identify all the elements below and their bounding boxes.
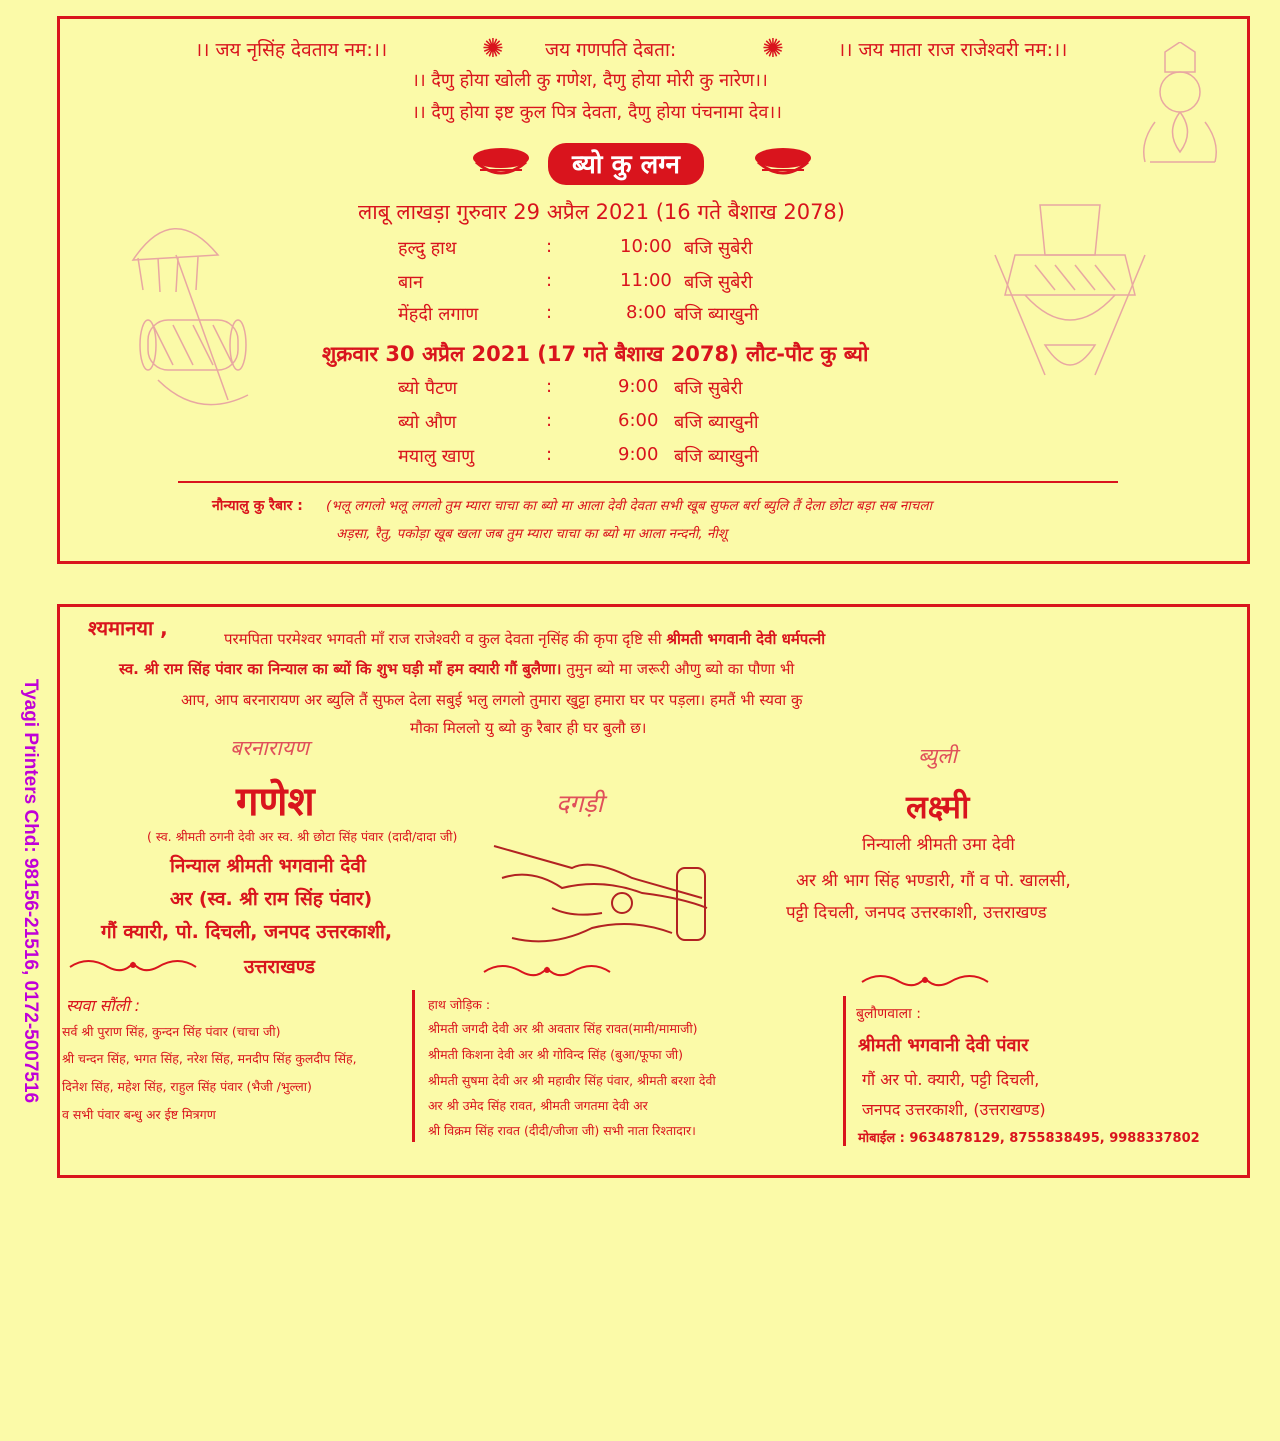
joined-hands-icon xyxy=(492,838,722,956)
kids-message-line-2: अड़सा, रैतु, पकोड़ा खूब खला जब तुम म्यारा चाचा का ब्यो मा आला नन्दनी, नीशू xyxy=(336,526,728,542)
groom-line-2: अर (स्व. श्री राम सिंह पंवार) xyxy=(170,888,373,910)
umbrella-dhol-sketch xyxy=(118,200,268,430)
bride-line-2: अर श्री भाग सिंह भण्डारी, गौं व पो. खालसी, xyxy=(796,871,1071,891)
groom-line-1: निन्याल श्रीमती भगवानी देवी xyxy=(170,855,366,877)
kids-message-line-1: (भलू लगलो भलू लगलो तुम म्यारा चाचा का ब्यो मा आला देवी देवता सभी खूब सुफल बर्रा ब्युलि तैं देला छोटा बड़ा सब नाचला xyxy=(326,498,932,514)
welcomers-label: स्यवा सौंली : xyxy=(66,996,141,1015)
day1-heading: लाबू लाखड़ा गुरुवार 29 अप्रैल 2021 (16 गते बैशाख 2078) xyxy=(358,200,845,224)
inviter-label: बुलौणवाला : xyxy=(856,1006,921,1022)
letter-line-2: स्व. श्री राम सिंह पंवार का निन्याल का ब्यों कि शुभ घड़ी माँ हम क्यारी गौं बुलैणा। तुमुन ब्यो मा जरूरी औणु ब्यो का पौणा भी xyxy=(119,660,795,678)
ganesh-icon: ✺ xyxy=(482,34,504,64)
invocation-narsingh: ।। जय नृसिंह देवताय नम:।। xyxy=(195,39,388,61)
bride-line-3: पट्टी दिचली, जनपद उत्तरकाशी, उत्तराखण्ड xyxy=(786,903,1047,923)
welcomers-line-4: व सभी पंवार बन्धु अर ईष्ट मित्रगण xyxy=(62,1107,216,1122)
letter-line-3: आप, आप बरनारायण अर ब्युलि तैं सुफल देला सबुई भलु लगलो तुमारा खुट्टा हमारा घर पर पड़ला। हमतैं भी स्यवा कु xyxy=(181,691,803,709)
inviter-name: श्रीमती भगवानी देवी पंवार xyxy=(858,1035,1029,1056)
swirl-ornament-icon xyxy=(860,970,990,992)
helpers-line-5: श्री विक्रम सिंह रावत (दीदी/जीजा जी) सभी नाता रिश्तादार। xyxy=(428,1123,696,1138)
groom-name: गणेश xyxy=(236,779,315,825)
helpers-line-1: श्रीमती जगदी देवी अर श्री अवतार सिंह रावत(मामी/मामाजी) xyxy=(428,1021,698,1036)
welcomers-line-1: सर्व श्री पुराण सिंह, कुन्दन सिंह पंवार (चाचा जी) xyxy=(62,1024,281,1039)
bride-name: लक्ष्मी xyxy=(906,788,970,826)
swirl-ornament-icon xyxy=(68,955,198,977)
day2-heading: शुक्रवार 30 अप्रैल 2021 (17 गते बैशाख 2078) लौट-पौट कु ब्यो xyxy=(322,342,869,366)
bride-label: ब्युली xyxy=(918,744,957,768)
groom-line-4: उत्तराखण्ड xyxy=(244,956,315,978)
helpers-line-4: अर श्री उमेद सिंह रावत, श्रीमती जगतमा देवी अर xyxy=(428,1098,648,1113)
helpers-line-2: श्रीमती किशना देवी अर श्री गोविन्द सिंह (बुआ/फूफा जी) xyxy=(428,1047,683,1062)
inviter-line-1: गौं अर पो. क्यारी, पट्टी दिचली, xyxy=(862,1070,1040,1089)
invocation-ganpati: जय गणपति देबता: xyxy=(545,39,677,61)
groom-line-3: गौं क्यारी, पो. दिचली, जनपद उत्तरकाशी, xyxy=(101,921,393,943)
dhol-right-icon xyxy=(752,140,814,184)
verse-line-1: ।। दैणु होया खोली कु गणेश, दैणु होया मोरी कु नारेण।। xyxy=(412,70,768,91)
invocation-rajeshwari: ।। जय माता राज राजेश्वरी नम:।। xyxy=(838,39,1068,61)
groom-grandparents: ( स्व. श्रीमती ठगनी देवी अर स्व. श्री छोटा सिंह पंवार (दादी/दादा जी) xyxy=(147,829,458,844)
verse-line-2: ।। दैणु होया इष्ट कुल पित्र देवता, दैणु होया पंचनामा देव।। xyxy=(412,102,782,123)
inviter-line-2: जनपद उत्तरकाशी, (उत्तराखण्ड) xyxy=(862,1100,1046,1119)
welcomers-line-3: दिनेश सिंह, महेश सिंह, राहुल सिंह पंवार (भैजी /भुल्ला) xyxy=(62,1079,312,1094)
helpers-label: हाथ जोड़िक : xyxy=(428,997,491,1012)
ganesh-sketch xyxy=(1125,42,1225,172)
divider xyxy=(178,481,1118,483)
inviter-mobile: मोबाईल : 9634878129, 8755838495, 9988337802 xyxy=(858,1131,1200,1146)
center-label: दगड़ी xyxy=(556,789,604,818)
letter-line-4: मौका मिललो यु ब्यो कु रैबार ही घर बुलौ छ। xyxy=(410,719,647,737)
dhol-left-icon xyxy=(470,140,532,184)
inviter-bar xyxy=(843,996,846,1146)
dhol-damau-sketch xyxy=(985,195,1155,385)
swirl-ornament-icon xyxy=(482,960,612,982)
invitation-title: ब्यो कु लग्न xyxy=(548,143,704,185)
ganesh-icon-right: ✺ xyxy=(762,34,784,64)
bride-line-1: निन्याली श्रीमती उमा देवी xyxy=(862,835,1015,855)
welcomers-line-2: श्री चन्दन सिंह, भगत सिंह, नरेश सिंह, मनदीप सिंह कुलदीप सिंह, xyxy=(62,1051,357,1066)
helpers-bar xyxy=(412,990,415,1142)
letter-line-1: परमपिता परमेश्वर भगवती माँ राज राजेश्वरी व कुल देवता नृसिंह की कृपा दृष्टि सी श्रीमती भगवानी देवी धर्मपत्नी xyxy=(224,630,826,648)
helpers-line-3: श्रीमती सुषमा देवी अर श्री महावीर सिंह पंवार, श्रीमती बरशा देवी xyxy=(428,1073,716,1088)
printer-credit: Tyagi Printers Chd: 98156-21516, 0172-5007516 xyxy=(20,678,41,1104)
groom-label: बरनारायण xyxy=(230,736,310,760)
salutation: श्यमानया , xyxy=(88,616,168,640)
kids-message-label: नौन्यालु कु रैबार : xyxy=(212,498,303,514)
